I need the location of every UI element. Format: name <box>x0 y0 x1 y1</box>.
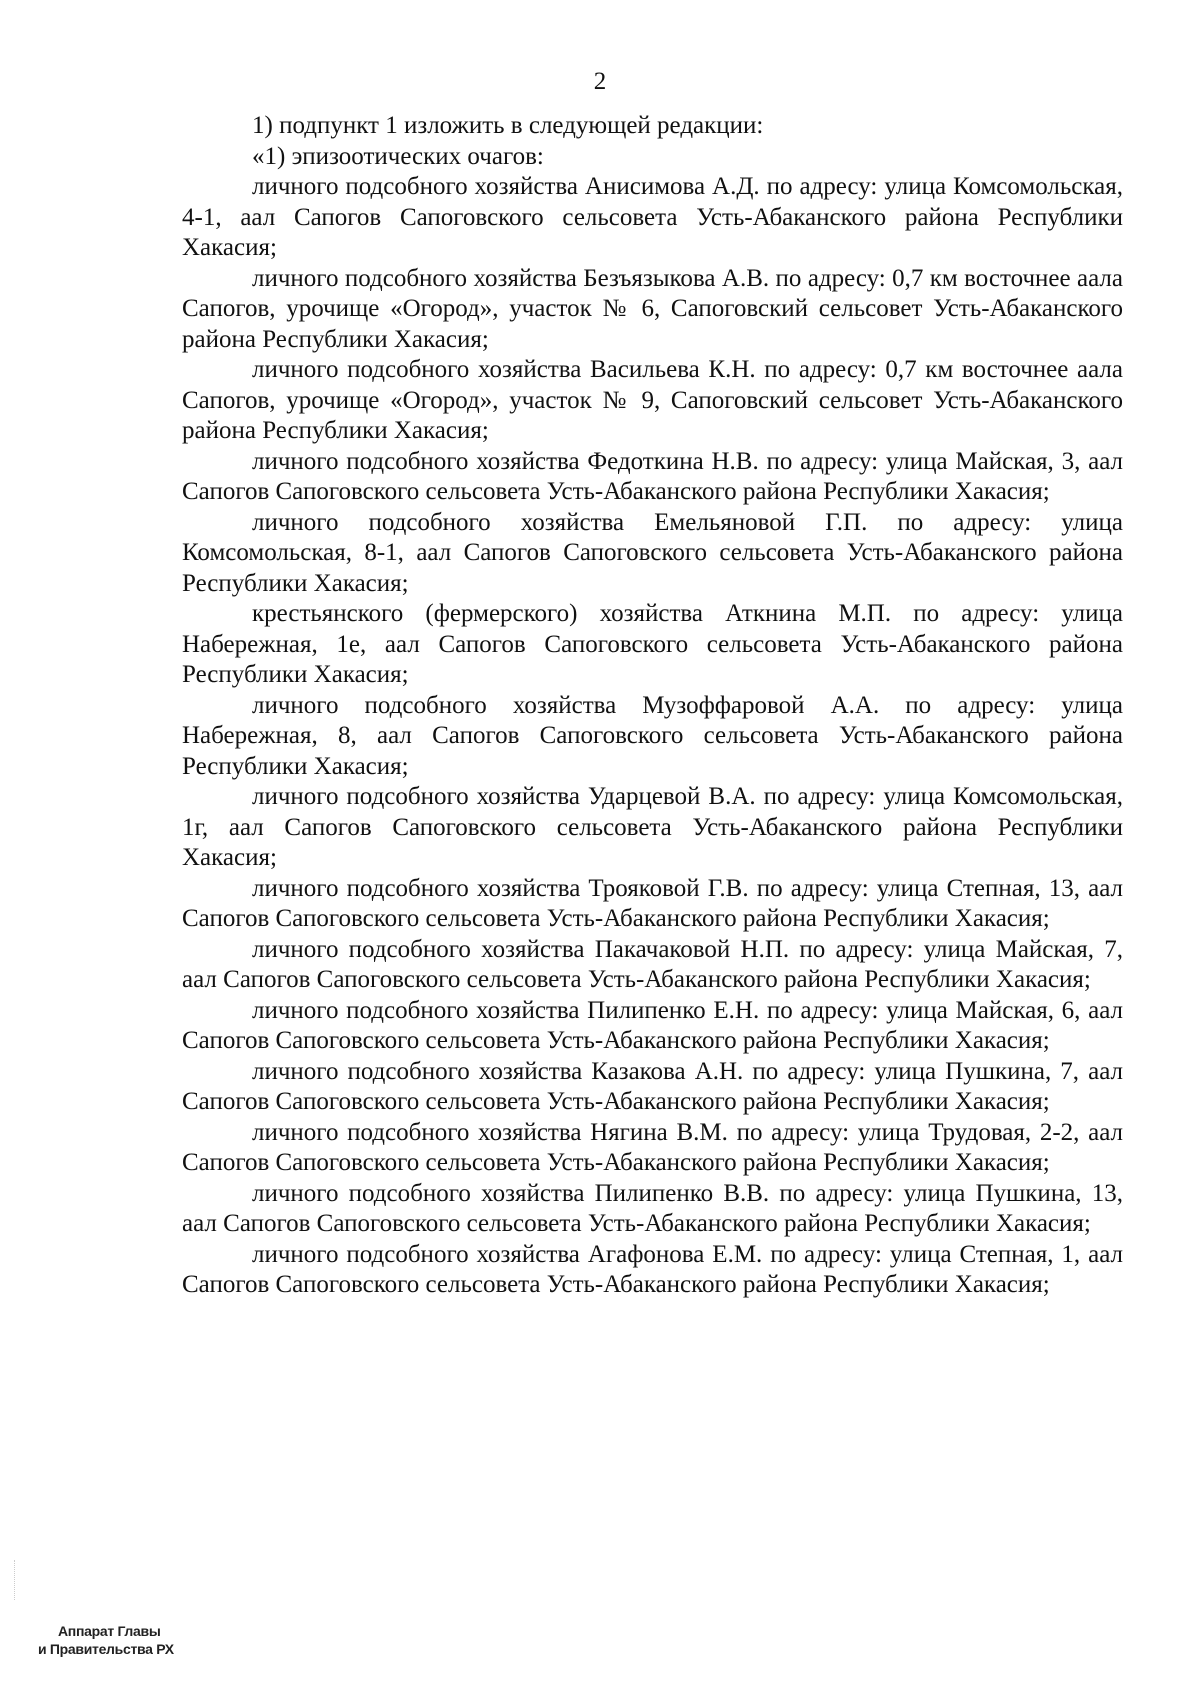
paragraph-item: личного подсобного хозяйства Пилипенко Е.Н. по адресу: улица Майская, 6, аал Сапогов Сапоговского сельсовета Усть-Абаканского района Республики Хакасия; <box>182 996 1123 1054</box>
paragraph-item: личного подсобного хозяйства Пилипенко В.В. по адресу: улица Пушкина, 13, аал Сапогов Сапоговского сельсовета Усть-Абаканского района Республики Хакасия; <box>182 1179 1123 1237</box>
paragraph-item: личного подсобного хозяйства Казакова А.Н. по адресу: улица Пушкина, 7, аал Сапогов Сапоговского сельсовета Усть-Абаканского района Республики Хакасия; <box>182 1057 1123 1115</box>
footer-stamp <box>38 1622 174 1658</box>
paragraph-item: личного подсобного хозяйства Агафонова Е.М. по адресу: улица Степная, 1, аал Сапогов Сапоговского сельсовета Усть-Абаканского района Республики Хакасия; <box>182 1240 1123 1298</box>
footer-stamp-line1: Аппарат Главы <box>58 1623 161 1639</box>
paragraph-instruction: 1) подпункт 1 изложить в следующей редакции: <box>252 112 764 139</box>
paragraph-item: личного подсобного хозяйства Безъязыкова А.В. по адресу: 0,7 км восточнее аала Сапогов, урочище «Огород», участок № 6, Сапоговский сельсовет Усть-Абаканского района Республики Хакасия; <box>182 264 1123 353</box>
paragraph-item: личного подсобного хозяйства Пакачаковой Н.П. по адресу: улица Майская, 7, аал Сапогов Сапоговского сельсовета Усть-Абаканского района Республики Хакасия; <box>182 935 1123 993</box>
paragraph-item: личного подсобного хозяйства Емельяновой Г.П. по адресу: улица Комсомольская, 8-1, аал Сапогов Сапоговского сельсовета Усть-Абаканского района Республики Хакасия; <box>182 508 1123 597</box>
footer-stamp-line2: и Правительства РХ <box>38 1641 174 1657</box>
paragraph-heading: «1) эпизоотических очагов: <box>252 142 544 170</box>
paragraph-item: личного подсобного хозяйства Васильева К.Н. по адресу: 0,7 км восточнее аала Сапогов, урочище «Огород», участок № 9, Сапоговский сельсовет Усть-Абаканского района Республики Хакасия; <box>182 356 1123 444</box>
scan-margin-mark <box>14 1560 21 1600</box>
paragraph-item: личного подсобного хозяйства Ударцевой В.А. по адресу: улица Комсомольская, 1г, аал Сапогов Сапоговского сельсовета Усть-Абаканского района Республики Хакасия; <box>182 783 1123 871</box>
paragraph-item: личного подсобного хозяйства Трояковой Г.В. по адресу: улица Степная, 13, аал Сапогов Сапоговского сельсовета Усть-Абаканского района Республики Хакасия; <box>182 874 1123 932</box>
paragraph-item: личного подсобного хозяйства Музоффаровой А.А. по адресу: улица Набережная, 8, аал Сапогов Сапоговского сельсовета Усть-Абаканского района Республики Хакасия; <box>182 691 1123 780</box>
page-number: 2 <box>593 68 607 95</box>
paragraph-item: личного подсобного хозяйства Федоткина Н.В. по адресу: улица Майская, 3, аал Сапогов Сапоговского сельсовета Усть-Абаканского района Республики Хакасия; <box>182 447 1123 505</box>
paragraph-item: личного подсобного хозяйства Нягина В.М. по адресу: улица Трудовая, 2-2, аал Сапогов Сапоговского сельсовета Усть-Абаканского района Республики Хакасия; <box>182 1118 1123 1176</box>
paragraph-item: личного подсобного хозяйства Анисимова А.Д. по адресу: улица Комсомольская, 4-1, аал Сапогов Сапоговского сельсовета Усть-Абаканского района Республики Хакасия; <box>182 173 1123 261</box>
paragraph-item: крестьянского (фермерского) хозяйства Аткнина М.П. по адресу: улица Набережная, 1е, аал Сапогов Сапоговского сельсовета Усть-Абаканского района Республики Хакасия; <box>182 600 1123 688</box>
document-body <box>182 111 1123 1301</box>
